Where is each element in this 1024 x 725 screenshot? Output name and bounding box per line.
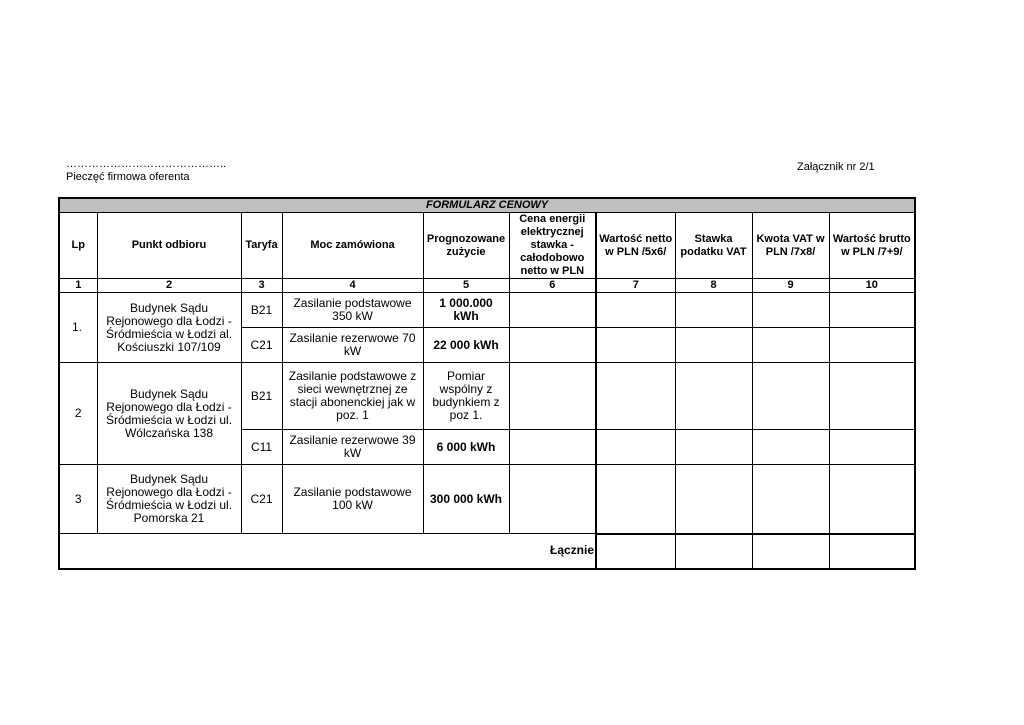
total-brutto[interactable] (829, 534, 915, 569)
cell-stawka[interactable] (675, 293, 752, 328)
col-number: 9 (752, 279, 829, 293)
cell-brutto[interactable] (829, 293, 915, 328)
stamp-dots: …………………………………….. (66, 158, 227, 170)
col-number: 3 (241, 279, 282, 293)
total-netto[interactable] (596, 534, 675, 569)
row-moc: Zasilanie podstawowe 350 kW (282, 293, 423, 328)
row-taryfa: C11 (241, 430, 282, 465)
col-header-zuzycie: Prognozowane zużycie (423, 213, 509, 279)
col-header-lp: Lp (59, 213, 97, 279)
cell-stawka[interactable] (675, 328, 752, 363)
row-lp: 2 (59, 363, 97, 465)
total-row (59, 534, 915, 569)
form-title: FORMULARZ CENOWY (59, 198, 915, 213)
cell-netto[interactable] (596, 363, 675, 430)
col-header-cena: Cena energii elektrycznej stawka - całodobowo netto w PLN (509, 213, 596, 279)
cell-kwota-vat[interactable] (752, 293, 829, 328)
row-taryfa: B21 (241, 363, 282, 430)
cell-cena[interactable] (509, 465, 596, 534)
cell-stawka[interactable] (675, 363, 752, 430)
row-zuzycie: 1 000.000 kWh (423, 293, 509, 328)
cell-brutto[interactable] (829, 430, 915, 465)
col-number: 6 (509, 279, 596, 293)
cell-cena[interactable] (509, 430, 596, 465)
col-header-brutto: Wartość brutto w PLN /7+9/ (829, 213, 915, 279)
col-number: 2 (97, 279, 241, 293)
row-zuzycie: 6 000 kWh (423, 430, 509, 465)
col-number: 4 (282, 279, 423, 293)
row-punkt-odbioru: Budynek Sądu Rejonowego dla Łodzi - Śródmieścia w Łodzi ul. Pomorska 21 (97, 465, 241, 534)
row-moc: Zasilanie podstawowe z sieci wewnętrznej ze stacji abonenckiej jak w poz. 1 (282, 363, 423, 430)
company-stamp-label: Pieczęć firmowa oferenta (66, 171, 190, 183)
col-number: 8 (675, 279, 752, 293)
table-row (59, 293, 915, 328)
cell-brutto[interactable] (829, 465, 915, 534)
col-header-kwota-vat: Kwota VAT w PLN /7x8/ (752, 213, 829, 279)
col-number: 10 (829, 279, 915, 293)
row-taryfa: B21 (241, 293, 282, 328)
row-zuzycie: Pomiar wspólny z budynkiem z poz 1. (423, 363, 509, 430)
cell-kwota-vat[interactable] (752, 465, 829, 534)
cell-brutto[interactable] (829, 328, 915, 363)
cell-brutto[interactable] (829, 363, 915, 430)
row-moc: Zasilanie podstawowe 100 kW (282, 465, 423, 534)
cell-cena[interactable] (509, 328, 596, 363)
row-moc: Zasilanie rezerwowe 39 kW (282, 430, 423, 465)
annex-label: Załącznik nr 2/1 (797, 161, 875, 173)
cell-kwota-vat[interactable] (752, 430, 829, 465)
cell-stawka[interactable] (675, 465, 752, 534)
row-taryfa: C21 (241, 465, 282, 534)
cell-cena[interactable] (509, 293, 596, 328)
col-number: 5 (423, 279, 509, 293)
cell-netto[interactable] (596, 328, 675, 363)
cell-kwota-vat[interactable] (752, 363, 829, 430)
row-taryfa: C21 (241, 328, 282, 363)
cell-netto[interactable] (596, 430, 675, 465)
row-moc: Zasilanie rezerwowe 70 kW (282, 328, 423, 363)
cell-cena[interactable] (509, 363, 596, 430)
col-header-stawka: Stawka podatku VAT (675, 213, 752, 279)
col-number: 1 (59, 279, 97, 293)
total-label: Łącznie (59, 534, 596, 569)
total-stawka[interactable] (675, 534, 752, 569)
price-form-table (58, 197, 916, 570)
row-lp: 1. (59, 293, 97, 363)
col-header-taryfa: Taryfa (241, 213, 282, 279)
row-punkt-odbioru: Budynek Sądu Rejonowego dla Łodzi - Śródmieścia w Łodzi ul. Wólczańska 138 (97, 363, 241, 465)
cell-kwota-vat[interactable] (752, 328, 829, 363)
table-row (59, 465, 915, 534)
row-zuzycie: 300 000 kWh (423, 465, 509, 534)
cell-netto[interactable] (596, 293, 675, 328)
cell-netto[interactable] (596, 465, 675, 534)
col-header-netto: Wartość netto w PLN /5x6/ (596, 213, 675, 279)
col-header-moc: Moc zamówiona (282, 213, 423, 279)
table-row (59, 363, 915, 430)
col-number: 7 (596, 279, 675, 293)
row-lp: 3 (59, 465, 97, 534)
col-header-punkt: Punkt odbioru (97, 213, 241, 279)
row-punkt-odbioru: Budynek Sądu Rejonowego dla Łodzi - Śródmieścia w Łodzi al. Kościuszki 107/109 (97, 293, 241, 363)
total-kwota-vat[interactable] (752, 534, 829, 569)
row-zuzycie: 22 000 kWh (423, 328, 509, 363)
cell-stawka[interactable] (675, 430, 752, 465)
